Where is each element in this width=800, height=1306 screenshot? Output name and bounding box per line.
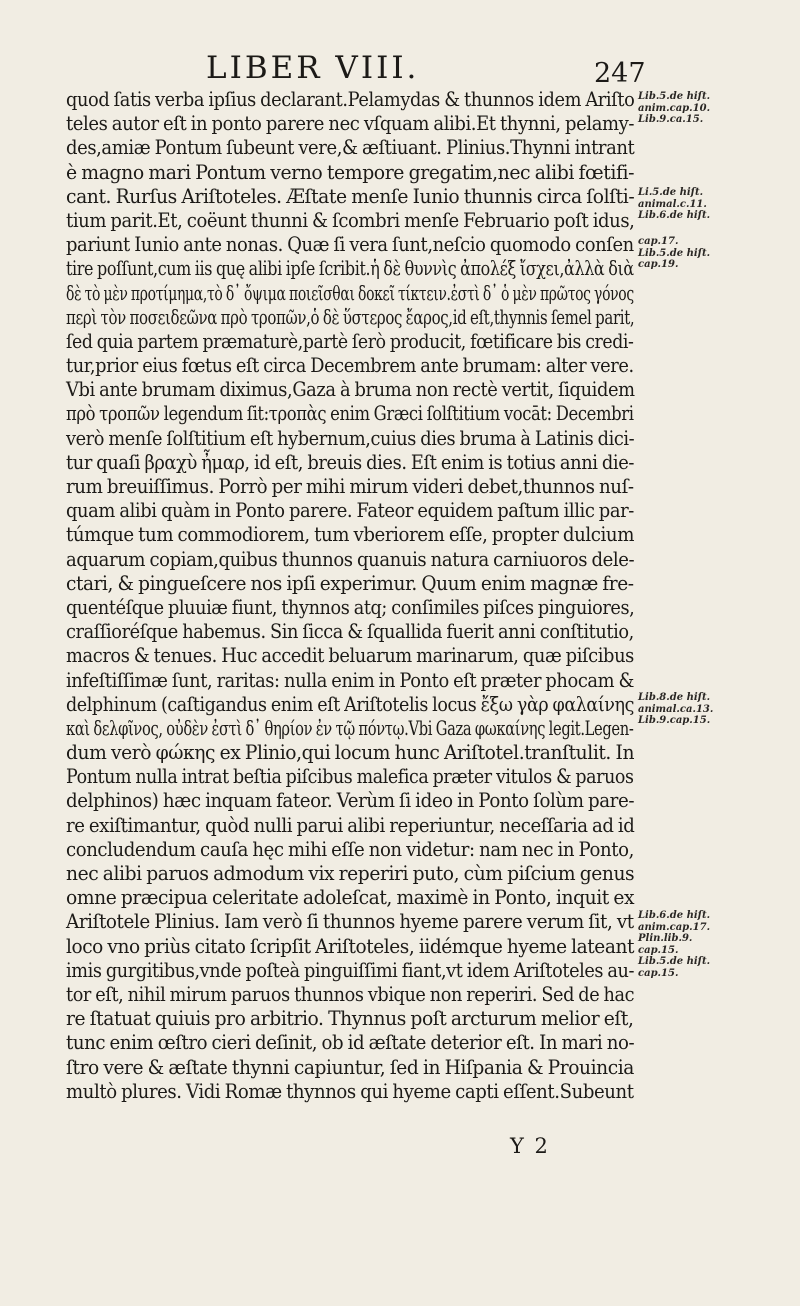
- marginal-note-line: cap.19.: [638, 259, 679, 270]
- text-line: delphinum (caſtigandus enim eſt Ariſtotelis locus ἔξω γὰρ φαλαίνης: [66, 692, 634, 716]
- text-line: Vbi ante brumam diximus,Gaza à bruma non rectè vertit, ſiquidem: [66, 378, 635, 402]
- marginal-note: [638, 692, 798, 727]
- text-line: Ariſtotele Plinius. Iam verò ſi thunnos hyeme parere verum ſit, vt: [66, 910, 634, 934]
- text-line: loco vno priùs citato ſcripſit Ariſtoteles, iidémque hyeme lateant: [66, 934, 634, 958]
- text-line: nec alibi paruos admodum vix reperiri puto, cùm piſcium genus: [66, 862, 635, 885]
- text-line: pariunt Iunio ante nonas. Quæ ſi vera ſunt,neſcio quomodo conſen: [66, 233, 634, 257]
- marginal-note-line: Plin.lib.9.: [638, 933, 693, 944]
- text-line: craſſioréſque habemus. Sin ſicca & ſquallida fuerit anni conſtitutio,: [66, 620, 634, 644]
- text-line: πρὸ τροπῶν legendum ſit:τροπὰς enim Græci ſolſtitium vocāt: Decembri: [66, 402, 634, 426]
- text-line: túmque tum commodiorem, tum vberiorem eſſe, propter dulcium: [66, 523, 634, 547]
- text-line: rum breuiſſimus. Porrò per mihi mirum videri debet,thunnos nuſ-: [66, 475, 634, 498]
- marginal-note: [638, 187, 798, 222]
- text-line: καὶ δελφῖνος, οὐδὲν ἐστὶ δ᾽ θηρίον ἐν τῷ πόντῳ.Vbi Gaza φωκαίνης legit.Legen-: [66, 716, 634, 740]
- marginal-note-line: Lib.5.de hiſt.: [638, 956, 711, 967]
- text-line: tor eſt, nihil mirum paruos thunnos vbique non reperiri. Sed de hac: [66, 982, 635, 1006]
- marginal-note-line: cap.15.: [638, 944, 679, 956]
- body-text: [66, 88, 636, 1104]
- marginal-note: [638, 910, 798, 979]
- marginal-note-line: Lib.9.ca.15.: [638, 114, 704, 125]
- marginal-note-line: Li.5.de hiſt.: [638, 187, 704, 198]
- text-line: aquarum copiam,quibus thunnos quanuis natura carniuoros dele-: [66, 547, 635, 571]
- text-line: quam alibi quàm in Ponto parere. Fateor equidem paſtum illic par-: [66, 499, 634, 523]
- text-line: tunc enim œſtro cieri deſinit, ob id æſtate deterior eſt. In mari no-: [66, 1031, 635, 1055]
- running-head: LIBER VIII.: [206, 50, 420, 86]
- text-line: περὶ τὸν ποσειδεῶνα πρὸ τροπῶν,ὁ δὲ ὕστερος ἔαρος,id eſt,thynnis ſemel parit,: [66, 305, 635, 329]
- text-line: tium parit.Et, coëunt thunni & ſcombri menſe Februario poſt idus,: [66, 208, 635, 232]
- text-line: ctari, & pingueſcere nos ipſi experimur. Quum enim magnæ fre-: [66, 571, 634, 595]
- marginal-note-line: Lib.8.de hiſt.: [638, 692, 711, 703]
- text-line: re exiſtimantur, quòd nulli parui alibi reperiuntur, neceſſaria ad id: [66, 813, 635, 837]
- marginal-note-line: Lib.9.cap.15.: [638, 715, 711, 726]
- text-line: imis gurgitibus,vnde poſteà pinguiſſimi fiant,vt idem Ariſtoteles au-: [66, 958, 635, 982]
- text-line: quod ſatis verba ipſius declarant.Pelamydas & thunnos idem Ariſto: [66, 88, 635, 111]
- text-line: omne præcipua celeritate adoleſcat, maximè in Ponto, inquit ex: [66, 886, 635, 910]
- marginal-note-line: animal.ca.13.: [638, 703, 714, 715]
- text-line: δὲ τὸ μὲν προτίμημα,τὸ δ᾽ ὄψιμα ποιεῖσθαι δοκεῖ τίκτειν.ἐστὶ δ᾽ ὁ μὲν πρῶτος γόνος: [66, 281, 634, 305]
- text-line: tur,prior eius fœtus eſt circa Decembrem ante brumam: alter vere.: [66, 354, 634, 378]
- text-line: ſtro vere & æſtate thynni capiuntur, ſed in Hiſpania & Prouincia: [66, 1055, 634, 1079]
- marginal-note-line: anim.cap.10.: [638, 102, 711, 114]
- text-line: tire poſſunt,cum iis quę alibi ipſe ſcribit.ἡ δὲ θυννὶς ἀπολέξ ἴσχει,ἀλλὰ διὰ: [66, 257, 634, 281]
- marginal-note-line: Lib.6.de hiſt.: [638, 210, 711, 221]
- signature-mark: Y 2: [510, 1134, 550, 1158]
- text-line: teles autor eſt in ponto parere nec vſquam alibi.Et thynni, pelamy-: [66, 112, 635, 136]
- text-line: ſed quia partem præmaturè,partè ſerò producit, fœtificare bis credi-: [66, 329, 634, 353]
- text-line: concludendum cauſa hęc mihi eſſe non videtur: nam nec in Ponto,: [66, 837, 634, 861]
- marginal-note-line: cap.17.: [638, 236, 679, 247]
- marginal-note-line: animal.c.11.: [638, 198, 707, 210]
- text-line: infeſtiſſimæ ſunt, raritas: nulla enim in Ponto eſt præter phocam &: [66, 668, 634, 692]
- marginal-note-line: Lib.5.de hiſt.: [638, 247, 711, 259]
- text-line: delphinos) hæc inquam fateor. Verùm ſi ideo in Ponto ſolùm pare-: [66, 789, 635, 813]
- marginal-note-line: cap.15.: [638, 967, 679, 979]
- text-line: macros & tenues. Huc accedit beluarum marinarum, quæ piſcibus: [66, 644, 634, 668]
- text-line: des,amiæ Pontum ſubeunt vere,& æſtiuant. Plinius.Thynni intrant: [66, 136, 635, 160]
- marginal-note-line: Lib.5.de hiſt.: [638, 91, 711, 102]
- page-number: 247: [594, 58, 646, 89]
- text-line: tur quaſi βραχὺ ἦμαρ, id eſt, breuis dies. Eſt enim is totius anni die-: [66, 450, 635, 474]
- marginal-note-line: Lib.6.de hiſt.: [638, 910, 711, 921]
- marginal-note-line: anim.cap.17.: [638, 921, 711, 933]
- marginal-note: [638, 236, 798, 271]
- text-line: verò menſe ſolſtitium eſt hybernum,cuius dies bruma à Latinis dici-: [66, 426, 635, 450]
- text-line: dum verò φώκης ex Plinio,qui locum hunc Ariſtotel.tranſtulit. In: [66, 741, 635, 765]
- marginal-note: [638, 91, 798, 126]
- text-line: cant. Rurſus Ariſtoteles. Æſtate menſe Iunio thunnis circa ſolſti-: [66, 184, 635, 208]
- text-line: quentéſque pluuiæ fiunt, thynnos atq; conſimiles piſces pinguiores,: [66, 595, 635, 619]
- text-line: Pontum nulla intrat beſtia piſcibus malefica præter vitulos & paruos: [66, 765, 634, 789]
- text-line: re ſtatuat quiuis pro arbitrio. Thynnus poſt arcturum melior eſt,: [66, 1007, 634, 1031]
- text-line: multò plures. Vidi Romæ thynnos qui hyeme capti eſſent.Subeunt: [66, 1079, 634, 1103]
- text-line: è magno mari Pontum verno tempore gregatim,nec alibi fœtifi-: [66, 160, 635, 184]
